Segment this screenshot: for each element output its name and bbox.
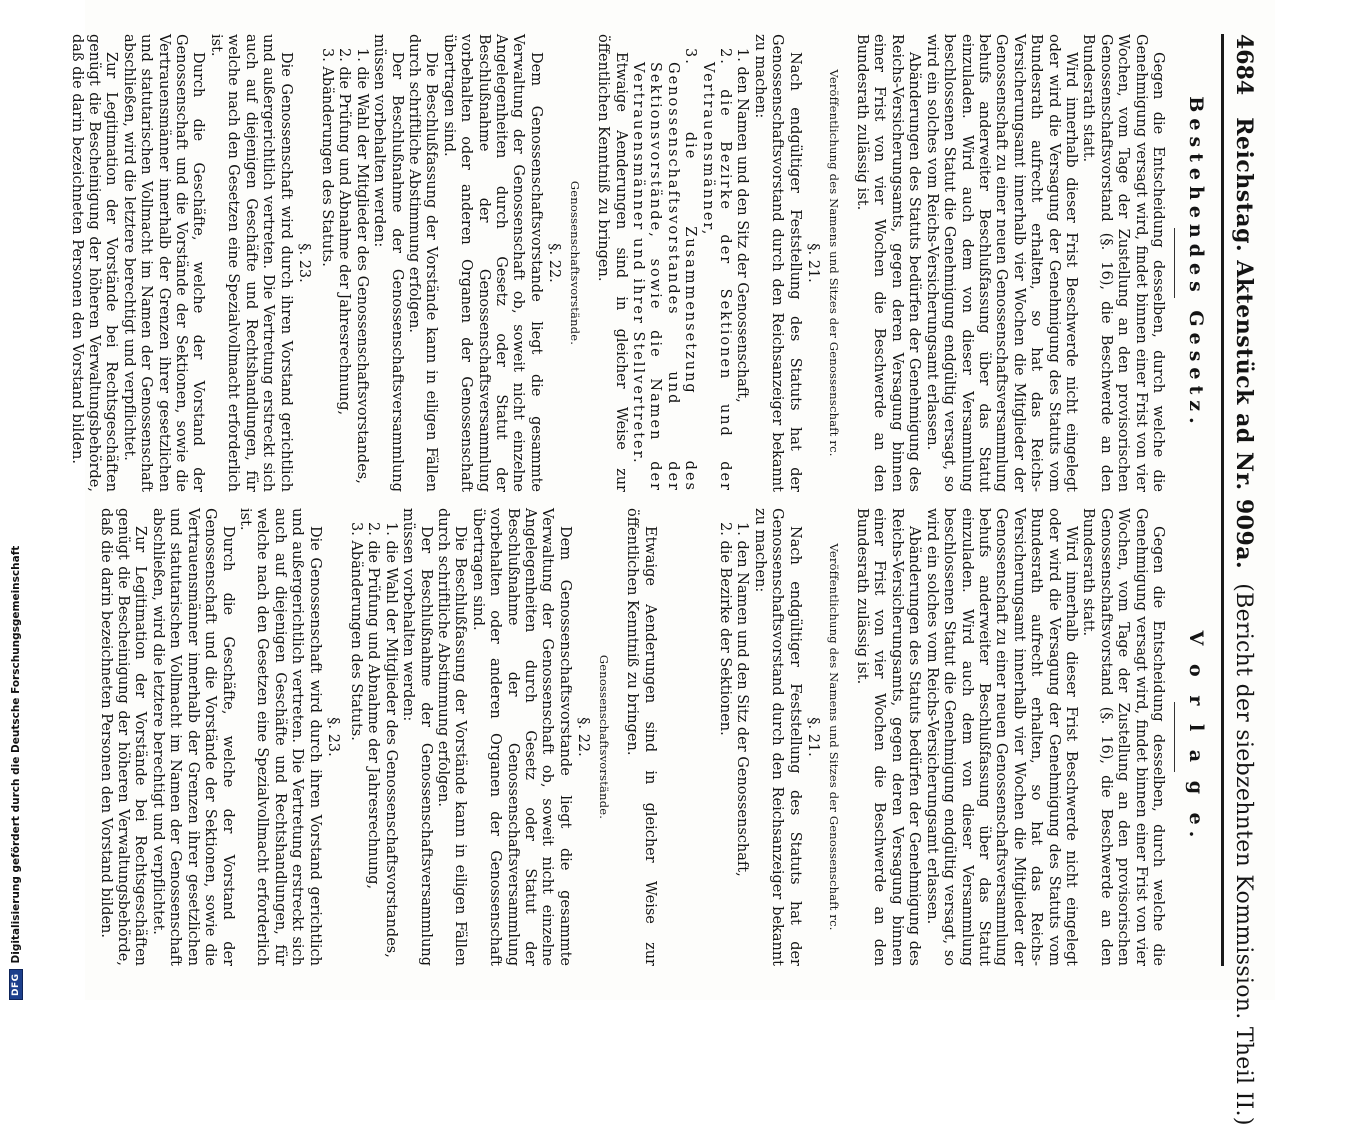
rotated-document-page [68, 0, 1275, 1126]
paragraph: Gegen die Entscheidung desselben, durch welche die Genehmigung versagt wird, findet binnen einer Frist von vier Wochen, vom Tage der Zustellung an den provisorischen Genossenschaftsvorstand (§. 16), die Beschwerde an den Bundesrath statt. [1080, 34, 1166, 492]
section-number: §. 23. [295, 243, 312, 283]
section-number: §. 23. [324, 717, 341, 757]
paragraph: Dem Genossenschaftsvorstande liegt die gesammte Verwaltung der Genossenschaft ob, soweit nicht einzelne Angelegenheiten durch Gesetz oder Statut der Beschlußnahme der Genossenschaftsversammlung vorbehalten oder anderen Organen der Genossenschaft übertragen sind. [469, 508, 573, 966]
list-item: 2. die Bezirke der Sektionen und der Vertrauensmänner, [699, 48, 734, 492]
paragraph: Zur Legitimation der Vorstände bei Rechtsgeschäften genügt die Bescheinigung der höheren Verwaltungsbehörde, daß die darin bezeichneten Personen den Vorstand bilden. [97, 508, 149, 966]
paragraph: Nach endgültiger Feststellung des Statuts hat der Genossenschaftsvorstand durch den Reichsanzeiger bekannt zu machen: [751, 508, 803, 966]
list-item: 3. Abänderungen des Statuts. [347, 522, 364, 741]
section-number: §. 22. [545, 243, 562, 283]
dfg-logo: DFG [9, 969, 23, 1000]
list-item: 3. die Zusammensetzung des Genossenschaftsvorstandes und der Sektionsvorstände, sowie die Namen der Vertrauensmänner und ihrer Stellvertreter. [630, 48, 699, 492]
paragraph: Wird innerhalb dieser Frist Beschwerde nicht eingelegt oder wird die Versagung der Genehmigung des Statuts vom Bundesrath aufrecht erhalten, so hat das Reichs-Versicherungsamt innerhalb vier Wochen die Mitglieder der Genossenschaft zu einer neuen Genossenschaftsversammlung behufs anderweiter Beschlußfassung über das Statut einzuladen. Wird auch dem von dieser Versammlung beschlossenen Statut die Genehmigung endgültig versagt, so wird ein solches vom Reichs-Versicherungsamt erlassen. [923, 508, 1079, 966]
page-number: 4684 [1231, 34, 1257, 96]
paragraph: Die Genossenschaft wird durch ihren Vorstand gerichtlich und außergerichtlich vertreten. Die Vertretung erstreckt sich auch auf diejenigen Geschäfte und Rechtshandlungen, für welche nach den Gesetzen eine Spezialvollmacht erforderlich ist. [207, 34, 294, 492]
list-item: 3. Abänderungen des Statuts. [318, 48, 335, 267]
paragraph: Durch die Geschäfte, welche der Vorstand der Genossenschaft und die Vorstände der Sektionen, sowie die Vertrauensmänner innerhalb der Grenzen ihrer gesetzlichen und statutarischen Vollmacht im Namen der Genossenschaft abschließen, wird die letztere berechtigt und verpflichtet. [149, 508, 236, 966]
column-proposal [97, 508, 1217, 966]
paragraph: Die Beschlußfassung der Vorstände kann in eiligen Fällen durch schriftliche Abstimmung erfolgen. [405, 34, 440, 492]
section-number: §. 22. [574, 717, 591, 757]
list-item: 1. den Namen und den Sitz der Genossenschaft, [734, 522, 751, 877]
section-caption: Veröffentlichung des Namens und Sitzes der Genossenschaft rc. [826, 69, 841, 457]
list-item: 2. die Bezirke der Sektionen. [717, 522, 734, 736]
paragraph: Der Beschlußnahme der Genossenschaftsversammlung müssen vorbehalten werden: [400, 508, 434, 966]
column-existing-law [68, 34, 1217, 492]
page-header [1221, 34, 1257, 1126]
column-heading: V o r l a g e. [1185, 630, 1207, 844]
section-number: §. 21. [804, 243, 821, 283]
heading-rule [1174, 228, 1175, 298]
list-item: 2. die Prüfung und Abnahme der Jahresrechnung, [336, 48, 353, 416]
paragraph: Gegen die Entscheidung desselben, durch welche die Genehmigung versagt wird, findet binnen einer Frist von vier Wochen, vom Tage der Zustellung an den provisorischen Genossenschaftsvorstand (§. 16), die Beschwerde an den Bundesrath statt. [1080, 508, 1166, 966]
section-caption: Genossenschaftsvorstände. [567, 180, 582, 346]
paragraph: Der Beschlußnahme der Genossenschaftsversammlung müssen vorbehalten werden: [371, 34, 405, 492]
paragraph: Dem Genossenschaftsvorstande liegt die gesammte Verwaltung der Genossenschaft ob, soweit nicht einzelne Angelegenheiten durch Gesetz oder Statut der Beschlußnahme der Genossenschaftsversammlung vorbehalten oder anderen Organen der Genossenschaft übertragen sind. [440, 34, 544, 492]
paragraph: Nach endgültiger Feststellung des Statuts hat der Genossenschaftsvorstand durch den Reichsanzeiger bekannt zu machen: [751, 34, 803, 492]
section-caption: Veröffentlichung des Namens und Sitzes der Genossenschaft rc. [826, 543, 841, 931]
list-item: 1. die Wahl der Mitglieder des Genossenschaftsvorstandes, [353, 48, 370, 484]
column-heading: Bestehendes Gesetz. [1185, 96, 1207, 430]
heading-rule [1174, 702, 1175, 772]
section-caption: Genossenschaftsvorstände. [596, 654, 611, 820]
paragraph: Abänderungen des Statuts bedürfen der Genehmigung des Reichs-Versicherungsamts, gegen deren Versagung binnen einer Frist von vier Wochen die Beschwerde an den Bundesrath zulässig ist. [854, 508, 923, 966]
paragraph: Etwaige Aenderungen sind in gleicher Weise zur öffentlichen Kenntniß zu bringen. [595, 34, 629, 492]
two-column-body [68, 34, 1217, 966]
paragraph: Zur Legitimation der Vorstände bei Rechtsgeschäften genügt die Bescheinigung der höheren Verwaltungsbehörde, daß die darin bezeichneten Personen den Vorstand bilden. [68, 34, 120, 492]
list-item: 1. den Namen und den Sitz der Genossenschaft, [734, 48, 751, 403]
list-item: 1. die Wahl der Mitglieder des Genossenschaftsvorstandes, [382, 522, 399, 958]
footer-credit: Digitalisierung gefördert durch die Deutsche Forschungsgemeinschaft [10, 545, 22, 964]
paragraph: Abänderungen des Statuts bedürfen der Genehmigung des Reichs-Versicherungsamts, gegen deren Versagung binnen einer Frist von vier Wochen die Beschwerde an den Bundesrath zulässig ist. [854, 34, 923, 492]
paragraph: Die Genossenschaft wird durch ihren Vorstand gerichtlich und außergerichtlich vertreten. Die Vertretung erstreckt sich auch auf diejenigen Geschäfte und Rechtshandlungen, für welche nach den Gesetzen eine Spezialvollmacht erforderlich ist. [236, 508, 323, 966]
page-subtitle: (Bericht der siebzehnten Kommission. Theil II.) [1231, 583, 1256, 1126]
paragraph: Etwaige Aenderungen sind in gleicher Weise zur öffentlichen Kenntniß zu bringen. [624, 508, 658, 966]
section-number: §. 21. [804, 717, 821, 757]
paragraph: Wird innerhalb dieser Frist Beschwerde nicht eingelegt oder wird die Versagung der Genehmigung des Statuts vom Bundesrath aufrecht erhalten, so hat das Reichs-Versicherungsamt innerhalb vier Wochen die Mitglieder der Genossenschaft zu einer neuen Genossenschaftsversammlung behufs anderweiter Beschlußfassung über das Statut einzuladen. Wird auch dem von dieser Versammlung beschlossenen Statut die Genehmigung endgültig versagt, so wird ein solches vom Reichs-Versicherungsamt erlassen. [923, 34, 1079, 492]
page-title: Reichstag. Aktenstück ad Nr. 909a. [1231, 117, 1257, 570]
list-item: 2. die Prüfung und Abnahme der Jahresrechnung, [365, 522, 382, 890]
paragraph: Durch die Geschäfte, welche der Vorstand der Genossenschaft und die Vorstände der Sektionen, sowie die Vertrauensmänner innerhalb der Grenzen ihrer gesetzlichen und statutarischen Vollmacht im Namen der Genossenschaft abschließen, wird die letztere berechtigt und verpflichtet. [120, 34, 207, 492]
paragraph: Die Beschlußfassung der Vorstände kann in eiligen Fällen durch schriftliche Abstimmung erfolgen. [435, 508, 469, 966]
